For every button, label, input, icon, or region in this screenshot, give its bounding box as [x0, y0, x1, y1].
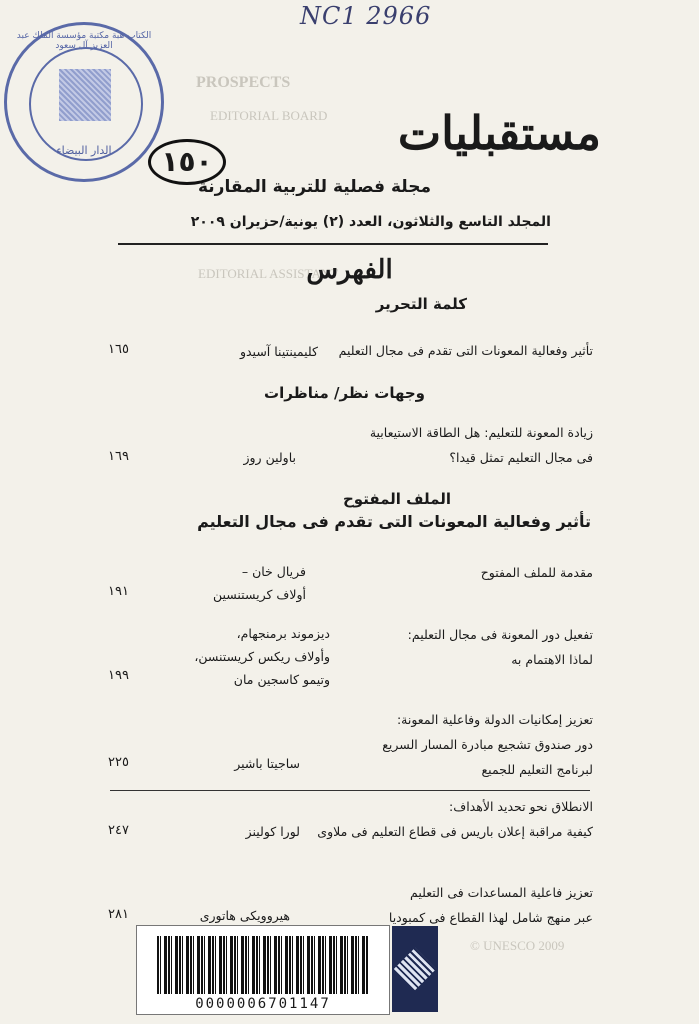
index-title: الفهرس — [306, 255, 393, 285]
section-viewpoints: وجهات نظر/ مناظرات — [264, 384, 425, 402]
toc-entry-page: ٢٤٧ — [108, 823, 129, 838]
toc-entry-author — [208, 340, 318, 363]
volume-line: المجلد التاسع والثلاثون، العدد (٢) يونية/حزيران ٢٠٠٩ — [190, 214, 551, 230]
toc-entry-title-line: تعزيز إمكانيات الدولة وفاعلية المعونة: — [396, 712, 593, 727]
bleed-copyright: © UNESCO 2009 — [470, 938, 565, 953]
toc-entry-title-line: عبر منهج شامل لهذا القطاع فى كمبوديا — [388, 910, 593, 925]
toc-entry-author-line: باولين روز — [243, 450, 296, 465]
publisher-logo — [392, 926, 438, 1012]
toc-entry-title-line: لبرنامج التعليم للجميع — [481, 762, 593, 777]
toc-entry-page: ١٦٩ — [108, 449, 129, 464]
toc-entry-title-line: تعزيز فاعلية المساعدات فى التعليم — [410, 885, 593, 900]
stamp-city: الدار البيضاء — [56, 144, 112, 157]
toc-entry-author-line: ساجيتا باشير — [234, 756, 300, 771]
toc-entry-title — [333, 707, 593, 782]
toc-entry-author-line: لورا كولينز — [245, 824, 300, 839]
toc-entry-title-line: مقدمة للملف المفتوح — [480, 565, 593, 580]
section-divider — [110, 790, 590, 791]
toc-entry-title — [293, 420, 593, 470]
toc-entry-title — [333, 880, 593, 930]
toc-entry-author — [180, 752, 300, 775]
barcode-bars — [157, 936, 369, 994]
toc-entry-title-line: لماذا الاهتمام به — [511, 652, 593, 667]
toc-entry-page: ١٩٩ — [108, 668, 129, 683]
toc-entry-title — [393, 560, 593, 585]
toc-entry-title-line: زيادة المعونة للتعليم: هل الطاقة الاستيعابية — [369, 425, 593, 440]
toc-entry-author-line: كليمينتينا آسيدو — [239, 344, 318, 359]
section-editorial: كلمة التحرير — [375, 295, 467, 313]
handwritten-accession-number: NC1 2966 — [300, 2, 432, 30]
bleed-assistant: EDITORIAL ASSISTANT — [198, 266, 339, 281]
toc-entry-page: ٢٢٥ — [108, 755, 129, 770]
stamp-emblem — [59, 69, 111, 121]
toc-entry-title-line: دور صندوق تشجيع مبادرة المسار السريع — [382, 737, 593, 752]
toc-entry-title — [293, 794, 593, 844]
barcode — [136, 925, 390, 1015]
barcode-number: 0000006701147 — [195, 996, 331, 1012]
section-open-file-title: تأثير وفعالية المعونات التى تقدم فى مجال التعليم — [197, 512, 591, 531]
toc-entry-title — [373, 622, 593, 672]
section-open-file-label: الملف المفتوح — [342, 490, 451, 508]
toc-entry-page: ٢٨١ — [108, 907, 129, 922]
toc-entry-title — [313, 338, 593, 363]
toc-entry-author-line: فريال خان – — [241, 564, 306, 579]
toc-entry-author — [200, 820, 300, 843]
toc-entry-page: ١٦٥ — [108, 342, 129, 357]
toc-entry-title-line: الانطلاق نحو تحديد الأهداف: — [449, 799, 593, 814]
toc-entry-author-line: أولاف كريستنسين — [212, 587, 306, 602]
toc-entry-author-line: هيروويكى هاتورى — [199, 908, 290, 923]
publisher-logo-mark — [394, 948, 436, 990]
library-stamp — [4, 22, 164, 182]
toc-entry-author — [186, 446, 296, 469]
bleed-heading: PROSPECTS — [196, 74, 291, 91]
stamp-ring-text: الكتاب هبة مكتبة مؤسسة الملك عبد العزيز آل سعود — [16, 31, 152, 51]
toc-entry-page: ١٩١ — [108, 584, 129, 599]
toc-entry-title-line: تأثير وفعالية المعونات التى تقدم فى مجال التعليم — [338, 343, 593, 358]
toc-entry-author — [176, 560, 306, 606]
toc-entry-title-line: كيفية مراقبة إعلان باريس فى قطاع التعليم فى ملاوى — [317, 824, 593, 839]
masthead-rule — [118, 243, 548, 245]
issue-number-badge: ١٥٠ — [148, 139, 226, 185]
bleed-editorial-board: EDITORIAL BOARD — [210, 108, 328, 123]
toc-entry-author — [170, 904, 290, 927]
toc-entry-author-line: ديزموند برمنجهام، — [236, 626, 330, 641]
toc-entry-title-line: تفعيل دور المعونة فى مجال التعليم: — [407, 627, 593, 642]
toc-entry-author — [170, 622, 330, 691]
toc-entry-author-line: وأولاف ريكس كريستنسن، — [194, 649, 330, 664]
toc-entry-title-line: فى مجال التعليم تمثل قيدا؟ — [449, 450, 593, 465]
journal-title: مستقبليات — [397, 106, 601, 160]
journal-subtitle: مجلة فصلية للتربية المقارنة — [197, 177, 431, 197]
toc-entry-author-line: وتيمو كاسجين مان — [233, 672, 330, 687]
